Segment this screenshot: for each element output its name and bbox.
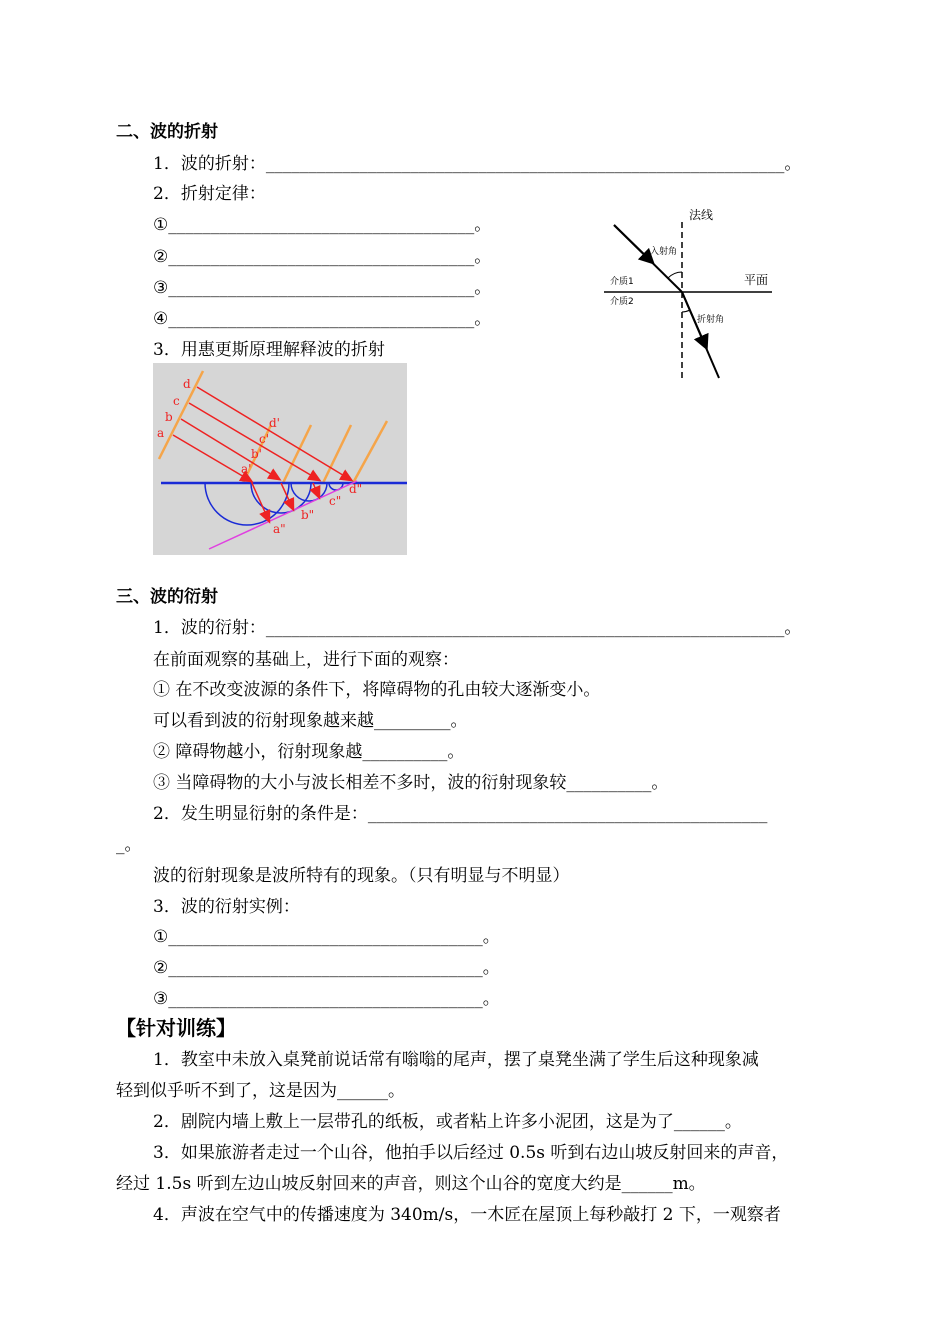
diffraction-note: 波的衍射现象是波所特有的现象。（只有明显与不明显）	[153, 866, 570, 886]
normal-label: 法线	[689, 208, 714, 222]
incidence-angle-arc	[668, 272, 682, 278]
question-1-line-1: 1．教室中未放入桌凳前说话常有嗡嗡的尾声，摆了桌凳坐满了学生后这种现象减	[153, 1050, 759, 1070]
observation-1-result: 可以看到波的衍射现象越来越_________。	[153, 711, 468, 731]
label-d-prime: d'	[269, 416, 280, 430]
label-d-double-prime: d"	[349, 482, 363, 496]
diffraction-condition-line: 2．发生明显衍射的条件是：_______________________________________________	[153, 804, 768, 824]
plane-label: 平面	[744, 273, 769, 287]
observation-3: ③ 当障碍物的大小与波长相差不多时，波的衍射现象较__________。	[153, 773, 669, 793]
label-a-prime: a'	[241, 462, 252, 476]
observation-intro: 在前面观察的基础上，进行下面的观察：	[153, 650, 459, 670]
label-b-double-prime: b"	[301, 508, 315, 522]
question-3-line-2: 经过 1.5s 听到左边山坡反射回来的声音，则这个山谷的宽度大约是______m。	[116, 1174, 706, 1194]
refraction-angle-label: 折射角	[697, 315, 725, 325]
label-a-double-prime: a"	[273, 522, 286, 536]
diffraction-examples-heading: 3．波的衍射实例：	[153, 897, 300, 917]
refraction-law-item-3: ③____________________________________。	[153, 278, 492, 298]
label-b-prime: b'	[251, 447, 262, 461]
refraction-diagram	[600, 200, 800, 390]
diffraction-definition-line: 1．波的衍射：_____________________________________________________________。	[153, 618, 802, 638]
medium-2-label: 介质2	[610, 297, 634, 307]
refraction-definition-line: 1．波的折射：_____________________________________________________________。	[153, 154, 802, 174]
label-a: a	[157, 426, 165, 440]
diffraction-example-2: ②_____________________________________。	[153, 958, 500, 978]
label-b: b	[165, 410, 173, 424]
huygens-refraction-figure	[153, 363, 407, 555]
label-c-double-prime: c"	[329, 494, 342, 508]
refraction-law-item-4: ④____________________________________。	[153, 309, 492, 329]
section-title-refraction: 二、波的折射	[116, 122, 218, 142]
refraction-angle-arc	[682, 310, 690, 312]
refraction-law-item-2: ②____________________________________。	[153, 247, 492, 267]
refraction-law-heading: 2．折射定律：	[153, 184, 266, 204]
label-c: c	[173, 394, 180, 408]
incidence-angle-label: 入射角	[650, 247, 678, 257]
question-2: 2．剧院内墙上敷上一层带孔的纸板，或者粘上许多小泥团，这是为了______。	[153, 1112, 742, 1132]
question-3-line-1: 3．如果旅游者走过一个山谷，他拍手以后经过 0.5s 听到右边山坡反射回来的声音，	[153, 1143, 789, 1163]
refraction-law-item-1: ①____________________________________。	[153, 215, 492, 235]
observation-1: ① 在不改变波源的条件下，将障碍物的孔由较大逐渐变小。	[153, 680, 601, 700]
observation-2: ② 障碍物越小，衍射现象越__________。	[153, 742, 465, 762]
section-title-diffraction: 三、波的衍射	[116, 587, 218, 607]
medium-1-label: 介质1	[610, 277, 634, 287]
training-title: 【针对训练】	[116, 1016, 236, 1040]
question-4-line-1: 4．声波在空气中的传播速度为 340m/s，一木匠在屋顶上每秒敲打 2 下，一观察者	[153, 1205, 781, 1225]
question-1-line-2: 轻到似乎听不到了，这是因为______。	[116, 1081, 405, 1101]
huygens-explanation-heading: 3．用惠更斯原理解释波的折射	[153, 340, 385, 360]
diffraction-condition-continued: _。	[116, 835, 142, 855]
diffraction-example-3: ③_____________________________________。	[153, 989, 500, 1009]
label-d: d	[183, 377, 191, 391]
diffraction-example-1: ①_____________________________________。	[153, 927, 500, 947]
label-c-prime: c'	[259, 432, 270, 446]
